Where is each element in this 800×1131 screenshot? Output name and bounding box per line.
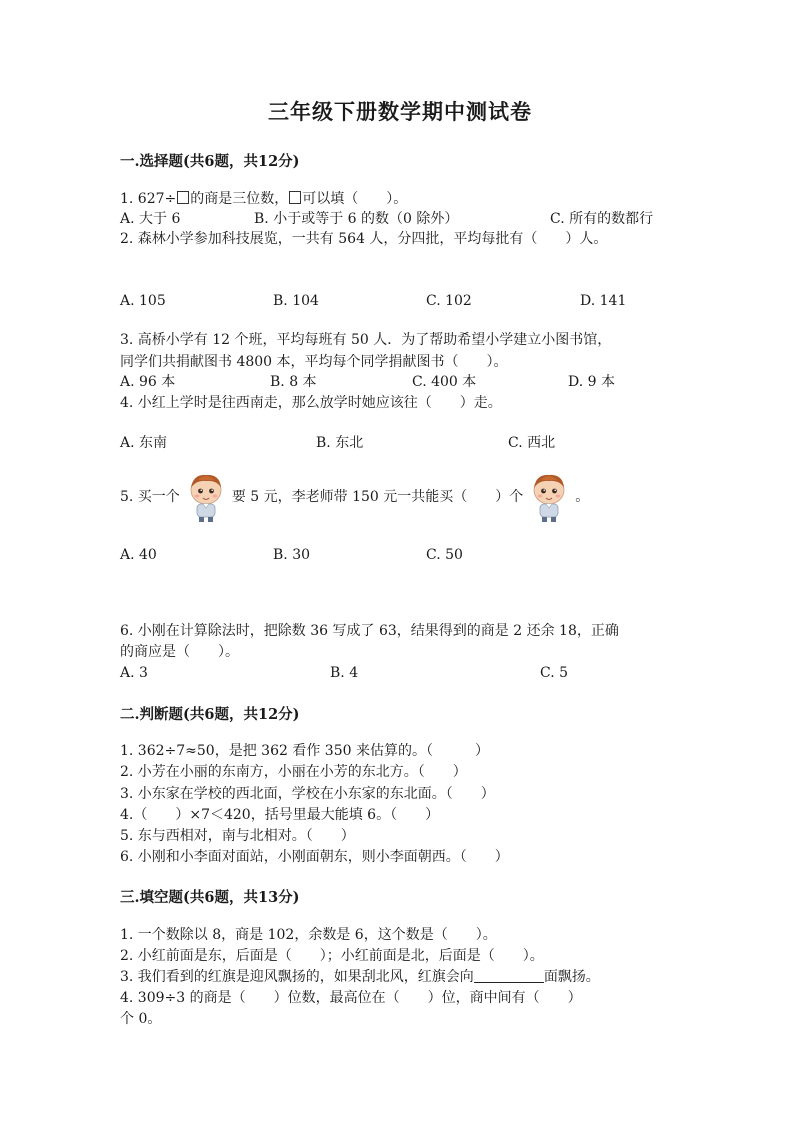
blank-box-icon bbox=[289, 191, 301, 204]
q-text: 5. 买一个 bbox=[120, 489, 180, 505]
question-1-1 bbox=[120, 190, 407, 208]
option-b: B. 4 bbox=[330, 665, 359, 681]
question-1-6-line2: 的商应是（ ）。 bbox=[120, 644, 239, 660]
section-heading-fill: 三.填空题(共6题，共13分) bbox=[120, 889, 300, 906]
question-1-4: 4. 小红上学时是往西南走，那么放学时她应该往（ ）走。 bbox=[120, 395, 502, 411]
fill-item-2: 2. 小红前面是东，后面是（ ）；小红前面是北，后面是（ ）。 bbox=[120, 948, 544, 964]
fill-item-4-line1: 4. 309÷3 的商是（ ）位数，最高位在（ ）位，商中间有（ ） bbox=[120, 990, 582, 1006]
option-b: B. 104 bbox=[273, 293, 319, 309]
cartoon-boy-icon bbox=[527, 470, 571, 524]
option-a: A. 105 bbox=[120, 293, 166, 309]
blank-box-icon bbox=[177, 191, 189, 204]
question-1-2: 2. 森林小学参加科技展览，一共有 564 人，分四批，平均每批有（ ）人。 bbox=[120, 231, 608, 247]
q-text: 的商是三位数， bbox=[190, 191, 289, 207]
judge-item: 1. 362÷7≈50，是把 362 看作 350 来估算的。（ ） bbox=[120, 743, 489, 759]
judge-item: 2. 小芳在小丽的东南方，小丽在小芳的东北方。（ ） bbox=[120, 764, 467, 780]
q-text: 面飘扬。 bbox=[543, 969, 600, 985]
fill-item-4-line2: 个 0。 bbox=[120, 1011, 162, 1027]
question-1-5 bbox=[120, 470, 589, 524]
judge-item: 4.（ ）×7＜420，括号里最大能填 6。（ ） bbox=[120, 807, 440, 823]
option-c: C. 西北 bbox=[508, 435, 556, 451]
option-b: B. 东北 bbox=[316, 435, 364, 451]
option-a: A. 3 bbox=[120, 665, 148, 681]
question-1-3-line2: 同学们共捐献图书 4800 本，平均每个同学捐献图书（ ）。 bbox=[120, 354, 508, 370]
option-a: A. 96 本 bbox=[120, 374, 176, 390]
option-a: A. 东南 bbox=[120, 435, 168, 451]
fill-item-3 bbox=[120, 968, 600, 986]
q-text: 。 bbox=[575, 489, 590, 505]
section-heading-judge: 二.判断题(共6题，共12分) bbox=[120, 706, 300, 723]
question-1-6-line1: 6. 小刚在计算除法时，把除数 36 写成了 63，结果得到的商是 2 还余 18，正确 bbox=[120, 623, 619, 639]
option-c: C. 所有的数都行 bbox=[550, 211, 654, 227]
section-heading-choice: 一.选择题(共6题，共12分) bbox=[120, 153, 300, 170]
answer-blank-line bbox=[474, 968, 544, 983]
option-b: B. 小于或等于 6 的数（0 除外） bbox=[254, 211, 459, 227]
page-title: 三年级下册数学期中测试卷 bbox=[268, 99, 532, 124]
option-c: C. 50 bbox=[426, 547, 463, 563]
option-d: D. 9 本 bbox=[568, 374, 615, 390]
fill-item-1: 1. 一个数除以 8，商是 102，余数是 6，这个数是（ ）。 bbox=[120, 927, 497, 943]
option-c: C. 102 bbox=[426, 293, 472, 309]
cartoon-boy-icon bbox=[184, 470, 228, 524]
option-a: A. 大于 6 bbox=[120, 211, 181, 227]
q-text: 3. 我们看到的红旗是迎风飘扬的，如果刮北风，红旗会向 bbox=[120, 969, 474, 985]
q-text: 可以填（ ）。 bbox=[302, 191, 408, 207]
option-c: C. 5 bbox=[540, 665, 569, 681]
option-b: B. 30 bbox=[273, 547, 311, 563]
q-text: 要 5 元，李老师带 150 元一共能买（ ）个 bbox=[231, 489, 524, 505]
question-1-3-line1: 3. 高桥小学有 12 个班，平均每班有 50 人．为了帮助希望小学建立小图书馆， bbox=[120, 332, 612, 348]
option-b: B. 8 本 bbox=[270, 374, 317, 390]
option-a: A. 40 bbox=[120, 547, 157, 563]
judge-item: 3. 小东家在学校的西北面，学校在小东家的东北面。（ ） bbox=[120, 786, 495, 802]
option-c: C. 400 本 bbox=[412, 374, 477, 390]
q-text: 1. 627÷ bbox=[120, 191, 177, 207]
judge-item: 6. 小刚和小李面对面站，小刚面朝东，则小李面朝西。（ ） bbox=[120, 849, 509, 865]
option-d: D. 141 bbox=[580, 293, 627, 309]
judge-item: 5. 东与西相对，南与北相对。（ ） bbox=[120, 828, 355, 844]
